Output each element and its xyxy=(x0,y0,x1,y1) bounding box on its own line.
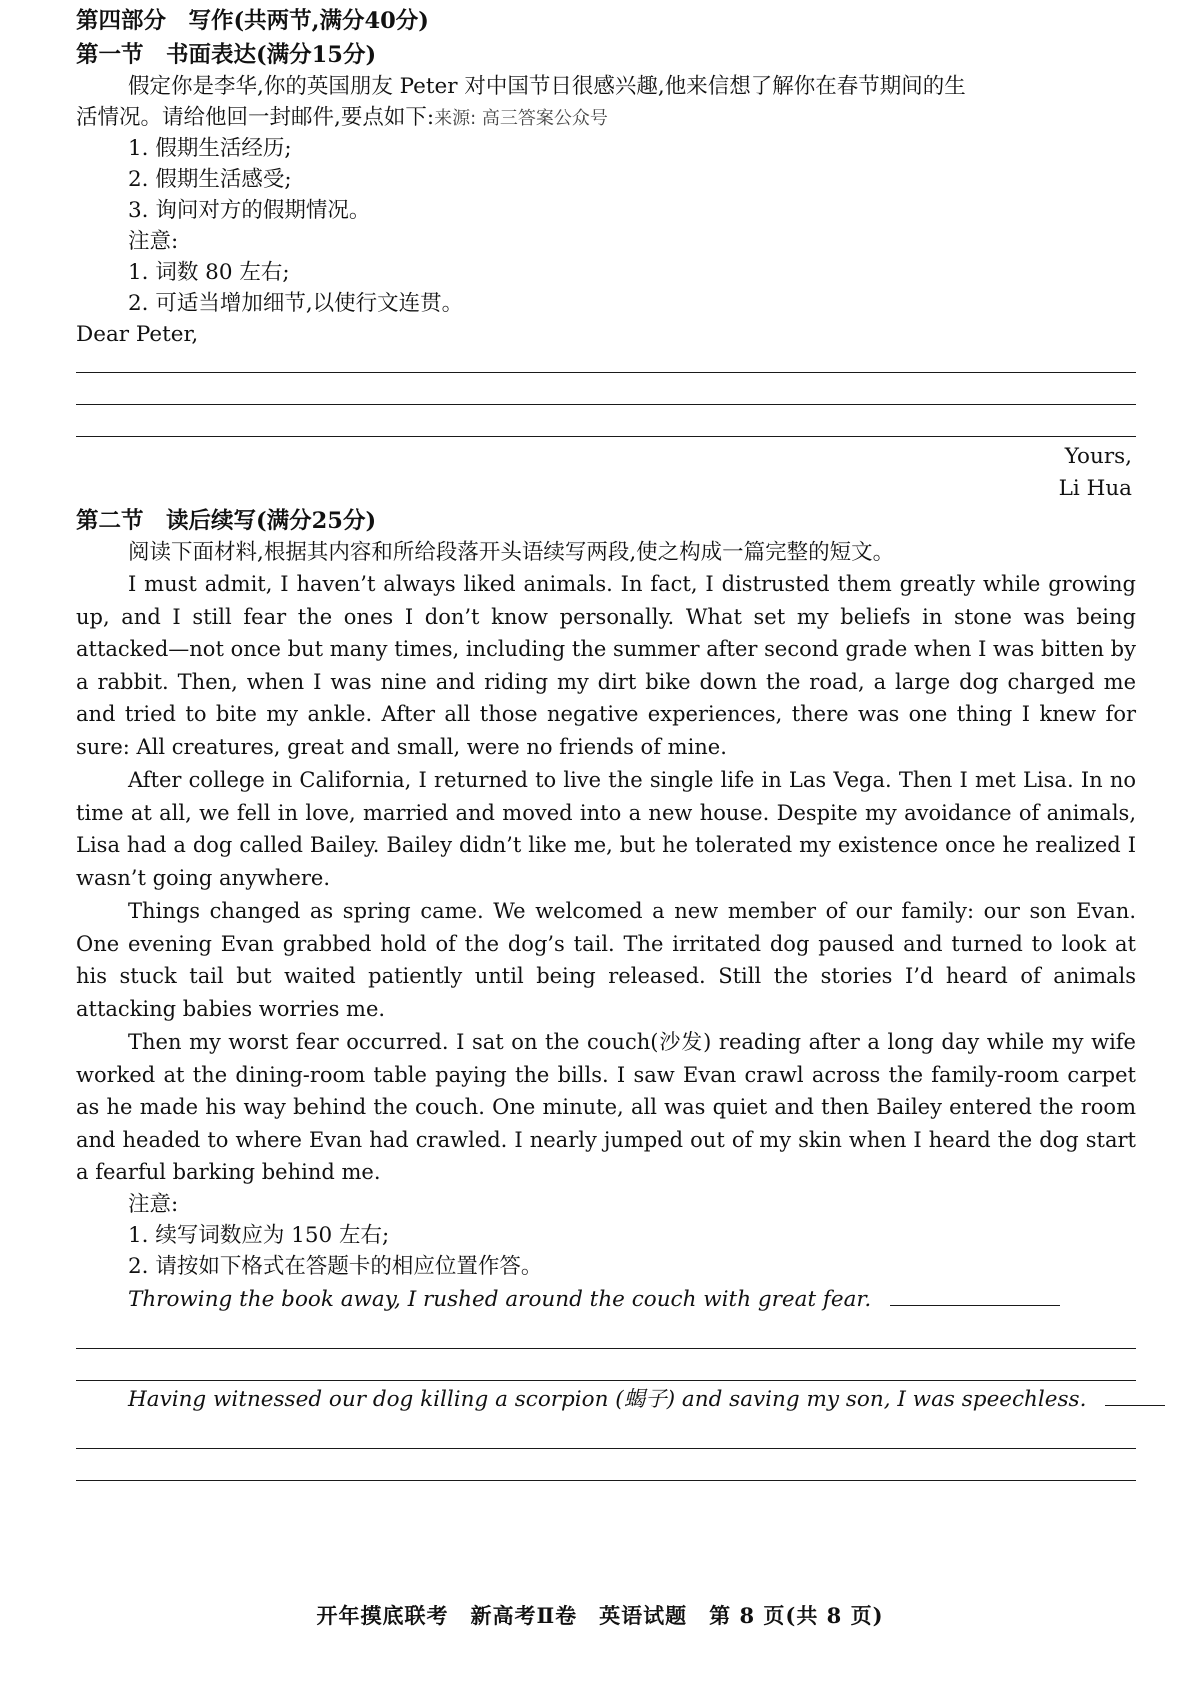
answer-line[interactable] xyxy=(76,404,1136,405)
point-item: 2. 假期生活感受; xyxy=(128,167,292,192)
answer-line[interactable] xyxy=(76,1348,1136,1349)
story-paragraph: Then my worst fear occurred. I sat on the couch(沙发) reading after a long day while my wife worked at the dining-room table paying the bills. I saw Evan crawl across the family-room carpet as he made his way behind the couch. One minute, all was quiet and then Bailey entered the room and headed to where Evan had crawled. I nearly jumped out of my skin when I heard the dog start a fearful barking behind me. xyxy=(76,1030,1136,1185)
section1-prompt-line1: 假定你是李华,你的英国朋友 Peter 对中国节日很感兴趣,他来信想了解你在春节期间的生 xyxy=(128,74,966,99)
section2-instruction: 阅读下面材料,根据其内容和所给段落开头语续写两段,使之构成一篇完整的短文。 xyxy=(128,540,895,565)
notes-label: 注意: xyxy=(128,229,179,254)
page-footer: 开年摸底联考 新高考Ⅱ卷 英语试题 第 8 页(共 8 页) xyxy=(316,1603,884,1628)
point-item: 3. 询问对方的假期情况。 xyxy=(128,198,371,223)
continuation-opener-2 xyxy=(128,1385,1136,1415)
section1-title: 第一节 书面表达(满分15分) xyxy=(76,42,377,68)
notes-label: 注意: xyxy=(128,1192,179,1217)
opener-2-text: Having witnessed our dog killing a scorpion (蝎子) and saving my son, I was speechless. xyxy=(128,1387,1087,1412)
answer-line[interactable] xyxy=(76,1480,1136,1481)
answer-line[interactable] xyxy=(76,436,1136,437)
source-note: 来源: 高三答案公众号 xyxy=(434,108,608,129)
answer-blank[interactable] xyxy=(1105,1385,1165,1406)
note-item: 1. 词数 80 左右; xyxy=(128,260,290,285)
continuation-opener-1 xyxy=(128,1285,1136,1315)
story-paragraph: Things changed as spring came. We welcomed a new member of our family: our son Evan. One evening Evan grabbed hold of the dog’s tail. The irritated dog paused and turned to look at his stuck tail but waited patiently until being released. Still the stories I’d heard of animals attacking babies worries me. xyxy=(76,899,1136,1021)
part-title: 第四部分 写作(共两节,满分40分) xyxy=(76,8,429,34)
answer-line[interactable] xyxy=(76,1448,1136,1449)
story-paragraph: I must admit, I haven’t always liked animals. In fact, I distrusted them greatly while growing up, and I still fear the ones I don’t know personally. What set my beliefs in stone was being attacked—not once but many times, including the summer after second grade when I was bitten by a rabbit. Then, when I was nine and riding my dirt bike down the road, a large dog charged me and tried to bite my ankle. After all those negative experiences, there was one thing I knew for sure: All creatures, great and small, were no friends of mine. xyxy=(76,572,1136,759)
story-paragraph: After college in California, I returned to live the single life in Las Vega. Then I met Lisa. In no time at all, we fell in love, married and moved into a new house. Despite my avoidance of animals, Lisa had a dog called Bailey. Bailey didn’t like me, but he tolerated my existence once he realized I wasn’t going anywhere. xyxy=(76,768,1136,890)
point-item: 1. 假期生活经历; xyxy=(128,136,292,161)
letter-closing: Yours, xyxy=(1064,444,1132,469)
answer-line[interactable] xyxy=(76,372,1136,373)
prompt-line2-text: 活情况。请给他回一封邮件,要点如下: xyxy=(76,105,435,130)
letter-signature: Li Hua xyxy=(1058,476,1132,501)
note-item: 1. 续写词数应为 150 左右; xyxy=(128,1223,390,1248)
answer-blank[interactable] xyxy=(890,1285,1060,1306)
section2-title: 第二节 读后续写(满分25分) xyxy=(76,508,377,534)
note-item: 2. 请按如下格式在答题卡的相应位置作答。 xyxy=(128,1254,543,1279)
opener-1-text: Throwing the book away, I rushed around the couch with great fear. xyxy=(128,1287,872,1312)
note-item: 2. 可适当增加细节,以使行文连贯。 xyxy=(128,291,464,316)
answer-line[interactable] xyxy=(76,1380,1136,1381)
letter-greeting: Dear Peter, xyxy=(76,322,199,347)
section1-prompt-line2 xyxy=(76,103,1136,134)
